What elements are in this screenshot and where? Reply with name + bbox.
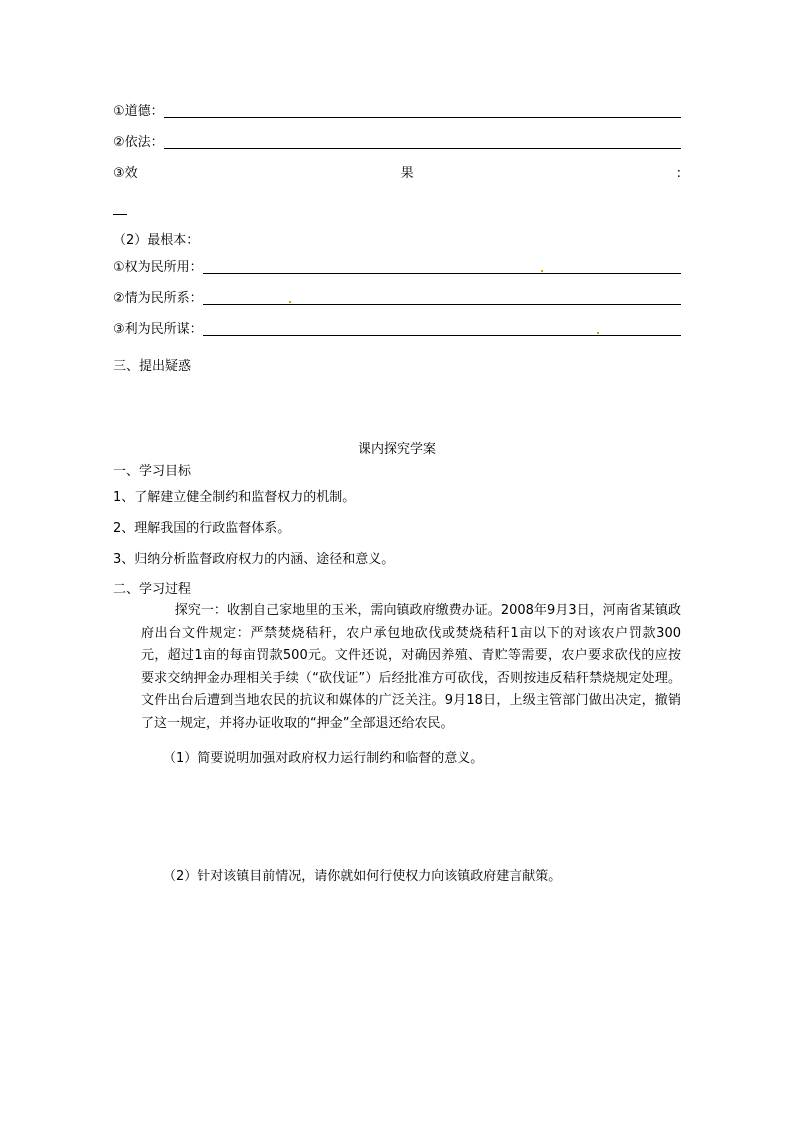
q2-heading: （2）最根本： bbox=[113, 233, 200, 248]
fill-row-daode bbox=[113, 101, 681, 121]
fill-label: ②依法： bbox=[113, 135, 164, 150]
page-title: 课内探究学案 bbox=[357, 442, 436, 457]
fill-row-yifa bbox=[113, 132, 681, 152]
goal-item: 1、了解建立健全制约和监督权力的机制。 bbox=[113, 490, 356, 505]
fill-label: ③利为民所谋： bbox=[113, 322, 203, 337]
fill-label: ②情为民所系： bbox=[113, 291, 203, 306]
xiaoguo-last: : bbox=[676, 166, 681, 181]
fill-label: ①权为民所用： bbox=[113, 260, 203, 275]
answer-blank[interactable] bbox=[203, 321, 681, 336]
answer-blank[interactable] bbox=[164, 103, 681, 118]
goal-item: 3、归纳分析监督政府权力的内涵、途径和意义。 bbox=[113, 552, 395, 567]
answer-blank[interactable] bbox=[203, 290, 681, 305]
process-heading: 二、学习过程 bbox=[113, 582, 192, 597]
section3-heading: 三、提出疑惑 bbox=[113, 359, 192, 374]
short-underline bbox=[113, 214, 127, 215]
xiaoguo-first: ③效 bbox=[113, 166, 138, 181]
answer-blank[interactable] bbox=[164, 134, 681, 149]
fill-row-li bbox=[113, 319, 681, 339]
question-2: （2）针对该镇目前情况，请你就如何行使权力向该镇政府建言献策。 bbox=[163, 869, 562, 884]
answer-blank[interactable] bbox=[203, 259, 681, 274]
fill-row-quan bbox=[113, 257, 681, 277]
goal-item: 2、理解我国的行政监督体系。 bbox=[113, 521, 291, 536]
fill-label: ①道德： bbox=[113, 104, 164, 119]
fill-row-qing bbox=[113, 288, 681, 308]
goals-heading: 一、学习目标 bbox=[113, 464, 192, 479]
inquiry-paragraph: 探究一：收割自己家地里的玉米，需向镇政府缴费办证。2008年9月3日，河南省某镇政府出台文件规定：严禁焚烧秸秆，农户承包地砍伐或焚烧秸秆1亩以下的对该农户罚款300元，超过1亩的每亩罚款500元。文件还说，对确因养殖、青贮等需要，农户要求砍伐的应按要求交纳押金办理相关手续（“砍伐证”）后经批准方可砍伐，否则按违反秸秆禁烧规定处理。文件出台后遭到当地农民的抗议和媒体的广泛关注。9月18日，上级主管部门做出决定，撤销了这一规定，并将办证收取的“押金”全部退还给农民。 bbox=[141, 603, 681, 731]
question-1: （1）简要说明加强对政府权力运行制约和临督的意义。 bbox=[163, 751, 484, 766]
xiaoguo-row bbox=[113, 165, 681, 183]
xiaoguo-middle: 果 bbox=[400, 166, 414, 181]
